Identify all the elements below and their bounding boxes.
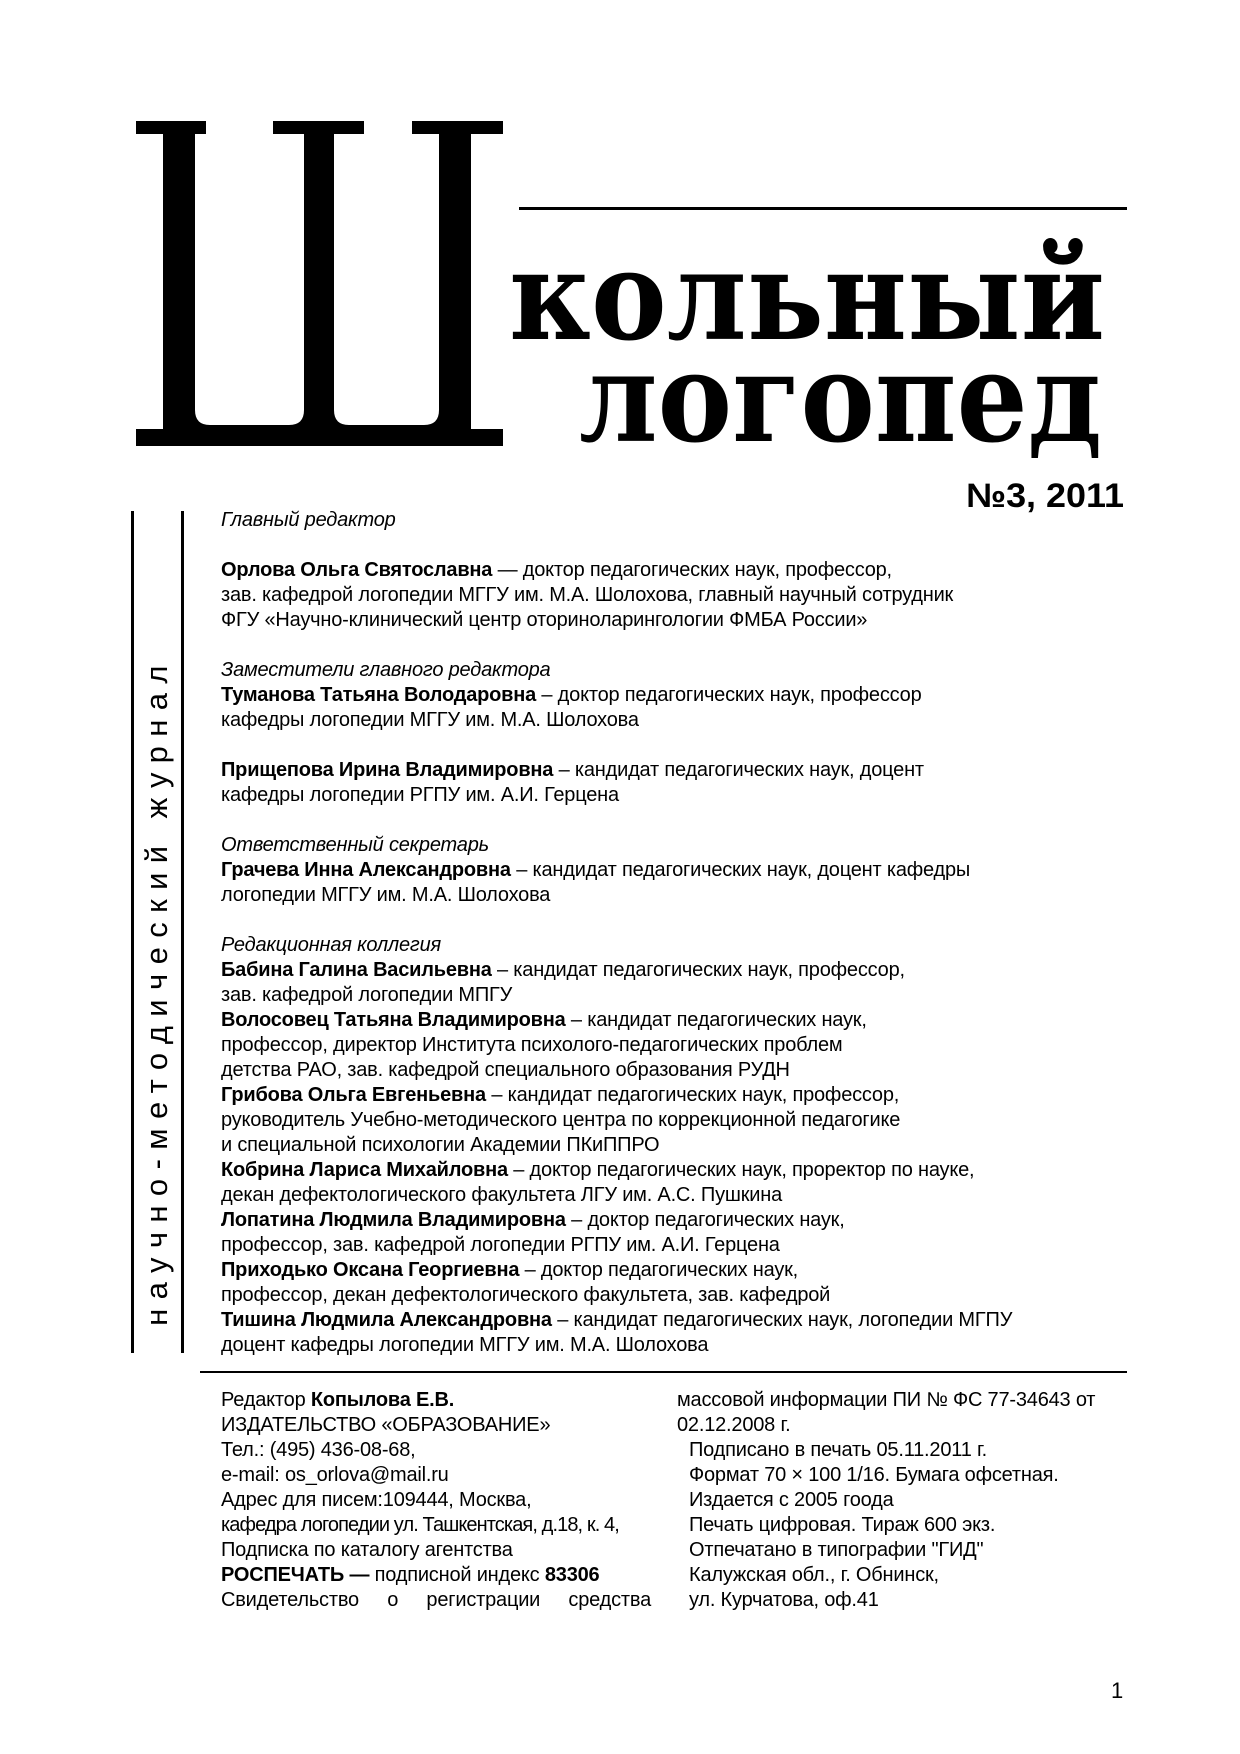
member-description: профессор, декан дефектологического факультета, зав. кафедрой [221, 1284, 831, 1306]
member-name: Орлова Ольга Святославна [221, 559, 493, 581]
index-label: подписной индекс [374, 1564, 540, 1586]
member-description: зав. кафедрой логопедии МГГУ им. М.А. Шолохова, главный научный сотрудник [221, 584, 954, 606]
imprint-right [677, 1388, 1137, 1613]
member-description: – доктор педагогических наук, [524, 1259, 799, 1281]
email: e-mail: os_orlova@mail.ru [221, 1464, 449, 1486]
member-description: – кандидат педагогических наук, доцент кафедры [516, 859, 971, 881]
member-entry [221, 958, 1131, 983]
member-entry [221, 1008, 1131, 1033]
member-name: Грибова Ольга Евгеньевна [221, 1084, 486, 1106]
masthead-line2: логопед [579, 326, 1102, 471]
member-name: Туманова Татьяна Володаровна [221, 684, 537, 706]
member-entry-continuation [221, 1133, 1131, 1158]
member-name: Кобрина Лариса Михайловна [221, 1159, 508, 1181]
member-entry-continuation [221, 983, 1131, 1008]
member-name: Приходько Оксана Георгиевна [221, 1259, 520, 1281]
member-name: Бабина Галина Васильевна [221, 959, 492, 981]
imprint-line: Подписано в печать 05.11.2011 г. [689, 1439, 987, 1461]
imprint-line: массовой информации ПИ № ФС 77-34643 от [677, 1389, 1096, 1411]
member-entry-continuation [221, 583, 1131, 608]
editorial-board [221, 508, 1131, 1358]
member-description: – доктор педагогических наук, проректор по науке, [513, 1159, 975, 1181]
imprint-line: Формат 70 × 100 1/16. Бумага офсетная. [689, 1464, 1059, 1486]
member-description: – кандидат педагогических наук, логопедии МГПУ [557, 1309, 1013, 1331]
member-entry [221, 683, 1131, 708]
imprint-line: Печать цифровая. Тираж 600 экз. [689, 1514, 996, 1536]
member-entry [221, 1208, 1131, 1233]
blank-line [221, 908, 1131, 933]
blank-line [221, 808, 1131, 833]
member-entry-continuation [221, 783, 1131, 808]
editor-label: Редактор [221, 1389, 306, 1411]
subscription: Подписка по каталогу агентства [221, 1539, 513, 1561]
imprint-line: Издается с 2005 гоода [689, 1489, 894, 1511]
right-rule [181, 511, 184, 1353]
member-entry [221, 858, 1131, 883]
address-line: кафедра логопедии ул. Ташкентская, д.18, к. 4, [221, 1514, 619, 1536]
issue-number: №3, 2011 [966, 477, 1124, 515]
imprint-line: Калужская обл., г. Обнинск, [689, 1564, 939, 1586]
member-name: Грачева Инна Александровна [221, 859, 511, 881]
member-entry [221, 1308, 1131, 1333]
member-entry-continuation [221, 608, 1131, 633]
logo-initial-letter [136, 121, 503, 446]
member-entry-continuation [221, 1108, 1131, 1133]
member-entry-continuation [221, 708, 1131, 733]
member-entry [221, 1258, 1131, 1283]
member-description: детства РАО, зав. кафедрой специального образования РУДН [221, 1059, 790, 1081]
member-entry-continuation [221, 1283, 1131, 1308]
member-description: кафедры логопедии РГПУ им. А.И. Герцена [221, 784, 619, 806]
imprint-line: ул. Курчатова, оф.41 [689, 1589, 879, 1611]
page-number: 1 [1111, 1678, 1124, 1703]
masthead-line1: кольный [509, 224, 1105, 369]
phone: Тел.: (495) 436-08-68, [221, 1439, 416, 1461]
member-entry-continuation [221, 1233, 1131, 1258]
section-heading: Главный редактор [221, 509, 396, 531]
member-description: – кандидат педагогических наук, доцент [558, 759, 924, 781]
member-entry [221, 558, 1131, 583]
member-entry [221, 758, 1131, 783]
member-entry-continuation [221, 1058, 1131, 1083]
member-description: – доктор педагогических наук, профессор [541, 684, 922, 706]
publisher: ИЗДАТЕЛЬСТВО «ОБРАЗОВАНИЕ» [221, 1414, 551, 1436]
member-name: Прищепова Ирина Владимировна [221, 759, 554, 781]
blank-line [221, 733, 1131, 758]
member-description: логопедии МГГУ им. М.А. Шолохова [221, 884, 551, 906]
section-heading: Ответственный секретарь [221, 834, 489, 856]
member-description: и специальной психологии Академии ПКиППРО [221, 1134, 660, 1156]
address-line: Адрес для писем:109444, Москва, [221, 1489, 532, 1511]
subscription-index: 83306 [544, 1564, 600, 1586]
member-name: Тишина Людмила Александровна [221, 1309, 552, 1331]
member-entry [221, 1083, 1131, 1108]
imprint-separator [200, 1371, 1127, 1373]
member-description: декан дефектологического факультета ЛГУ им. А.С. Пушкина [221, 1184, 782, 1206]
member-entry-continuation [221, 1183, 1131, 1208]
section-heading: Редакционная коллегия [221, 934, 441, 956]
member-description: кафедры логопедии МГГУ им. М.А. Шолохова [221, 709, 639, 731]
masthead-rule [519, 207, 1127, 210]
certificate: Свидетельство о регистрации средства [221, 1589, 651, 1611]
journal-logo [0, 0, 1240, 520]
imprint-line: Отпечатано в типографии "ГИД" [689, 1539, 984, 1561]
member-entry-continuation [221, 883, 1131, 908]
editor-name: Копылова Е.В. [310, 1389, 455, 1411]
agency: РОСПЕЧАТЬ — [221, 1564, 370, 1586]
member-description: ФГУ «Научно-клинический центр оториноларингологии ФМБА России» [221, 609, 868, 631]
blank-line [221, 533, 1131, 558]
member-description: – доктор педагогических наук, [571, 1209, 845, 1231]
member-entry-continuation [221, 1333, 1131, 1358]
section-heading: Заместители главного редактора [221, 659, 551, 681]
blank-line [221, 633, 1131, 658]
left-rule [131, 511, 134, 1353]
member-description: зав. кафедрой логопедии МПГУ [221, 984, 513, 1006]
vertical-subtitle: научно-методический журнал [139, 656, 174, 1326]
member-description: – кандидат педагогических наук, профессор, [497, 959, 905, 981]
member-description: – кандидат педагогических наук, [570, 1009, 867, 1031]
member-entry-continuation [221, 1033, 1131, 1058]
member-description: — доктор педагогических наук, профессор, [497, 559, 892, 581]
member-description: доцент кафедры логопедии МГГУ им. М.А. Шолохова [221, 1334, 709, 1356]
member-description: профессор, директор Института психолого-педагогических проблем [221, 1034, 843, 1056]
imprint-line: 02.12.2008 г. [677, 1414, 791, 1436]
member-entry [221, 1158, 1131, 1183]
member-description: профессор, зав. кафедрой логопедии РГПУ им. А.И. Герцена [221, 1234, 780, 1256]
member-name: Лопатина Людмила Владимировна [221, 1209, 566, 1231]
member-name: Волосовец Татьяна Владимировна [221, 1009, 566, 1031]
imprint-left [221, 1388, 651, 1613]
member-description: – кандидат педагогических наук, профессор, [491, 1084, 900, 1106]
member-description: руководитель Учебно-методического центра по коррекционной педагогике [221, 1109, 901, 1131]
